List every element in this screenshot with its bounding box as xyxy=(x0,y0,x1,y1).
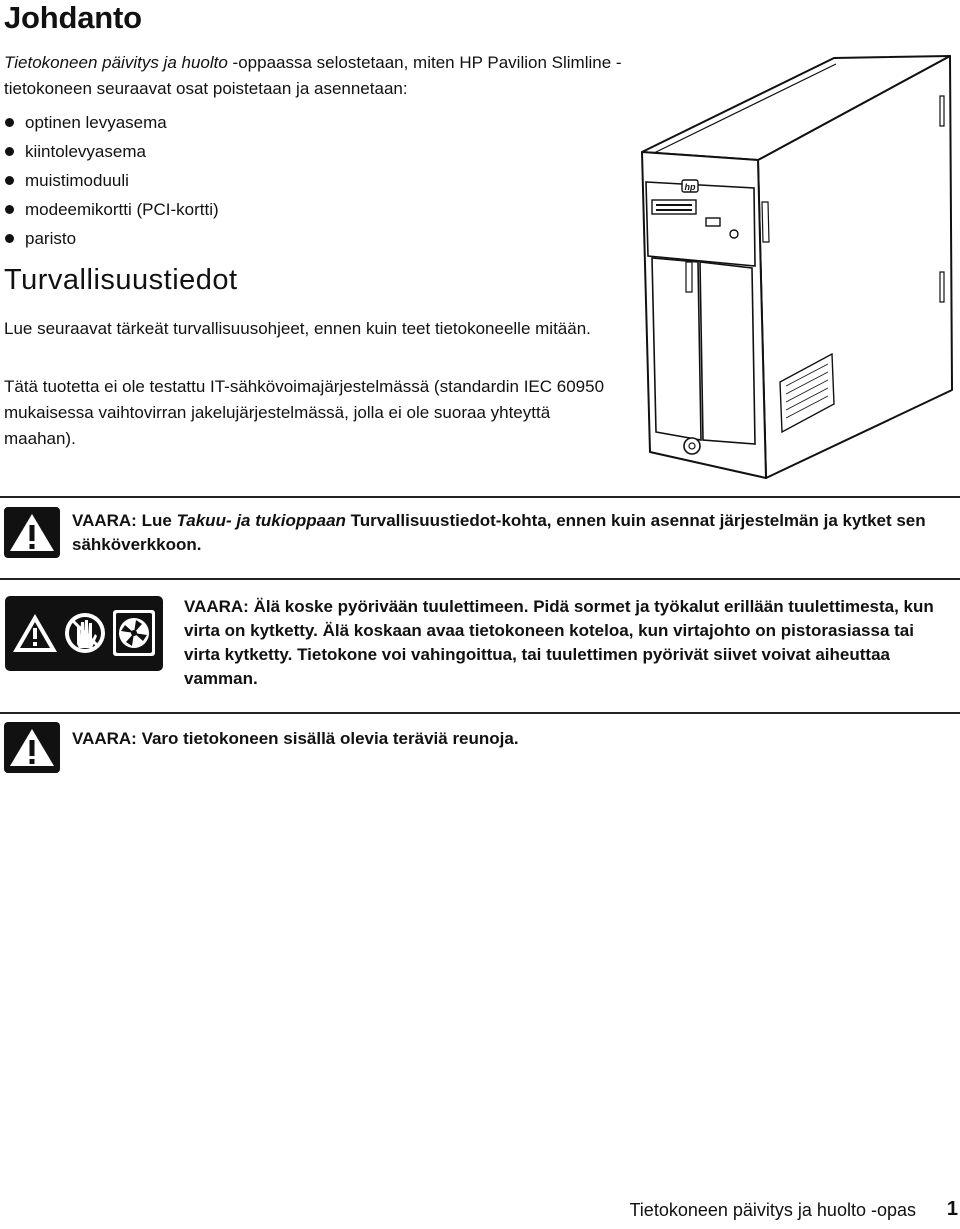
svg-text:hp: hp xyxy=(684,182,696,192)
intro-text: -oppaassa selostetaan, miten HP Pavilion Slimline -tietokoneen seuraavat osat poistetaan ja asennetaan: xyxy=(4,53,622,98)
safety-heading: Turvallisuustiedot xyxy=(4,264,238,296)
safety-paragraph-2: Tätä tuotetta ei ole testattu IT-sähkövoimajärjestelmässä (standardin IEC 60950 mukaisessa vaihtovirran jakelujärjestelmässä, jolla ei ole suoraa yhteyttä maahan). xyxy=(4,377,605,448)
divider xyxy=(0,712,960,714)
hp-logo-icon xyxy=(682,180,698,192)
warning-triangle-icon xyxy=(4,507,60,558)
divider xyxy=(0,578,960,580)
intro-book-title: Tietokoneen päivitys ja huolto xyxy=(4,53,228,72)
warning-triangle-icon xyxy=(4,722,60,773)
intro-paragraph xyxy=(4,50,624,102)
parts-list xyxy=(4,108,219,253)
fan-warning-icon-group xyxy=(5,596,163,671)
list-item: optinen levyasema xyxy=(4,108,219,137)
safety-paragraph-1: Lue seuraavat tärkeät turvallisuusohjeet, ennen kuin teet tietokoneelle mitään. xyxy=(4,319,591,338)
warning-2-text: VAARA: Älä koske pyörivään tuulettimeen. Pidä sormet ja työkalut erillään tuulettimesta, kun virta on kytketty. Älä koskaan avaa tietokoneen koteloa, kun virtajohto on pistorasiassa tai virta kytketty. Tietokone voi vahingoittua, tai tuulettimen pyörivät siivet voivat aiheuttaa vamman. xyxy=(184,597,934,688)
list-item: kiintolevyasema xyxy=(4,137,219,166)
warning-1-text: VAARA: Lue Takuu- ja tukioppaan Turvallisuustiedot-kohta, ennen kuin asennat järjestelmän ja kytket sen sähköverkkoon. xyxy=(72,511,926,554)
list-item: paristo xyxy=(4,224,219,253)
warning-3-text: VAARA: Varo tietokoneen sisällä olevia teräviä reunoja. xyxy=(72,729,519,748)
no-touch-hand-icon xyxy=(65,613,105,653)
page-number: 1 xyxy=(946,1198,958,1220)
list-item: modeemikortti (PCI-kortti) xyxy=(4,195,219,224)
page-title: Johdanto xyxy=(4,0,142,35)
list-item: muistimoduuli xyxy=(4,166,219,195)
computer-tower-icon xyxy=(628,52,960,484)
fan-icon xyxy=(113,610,155,656)
divider xyxy=(0,496,960,498)
footer-title: Tietokoneen päivitys ja huolto -opas xyxy=(629,1200,916,1220)
